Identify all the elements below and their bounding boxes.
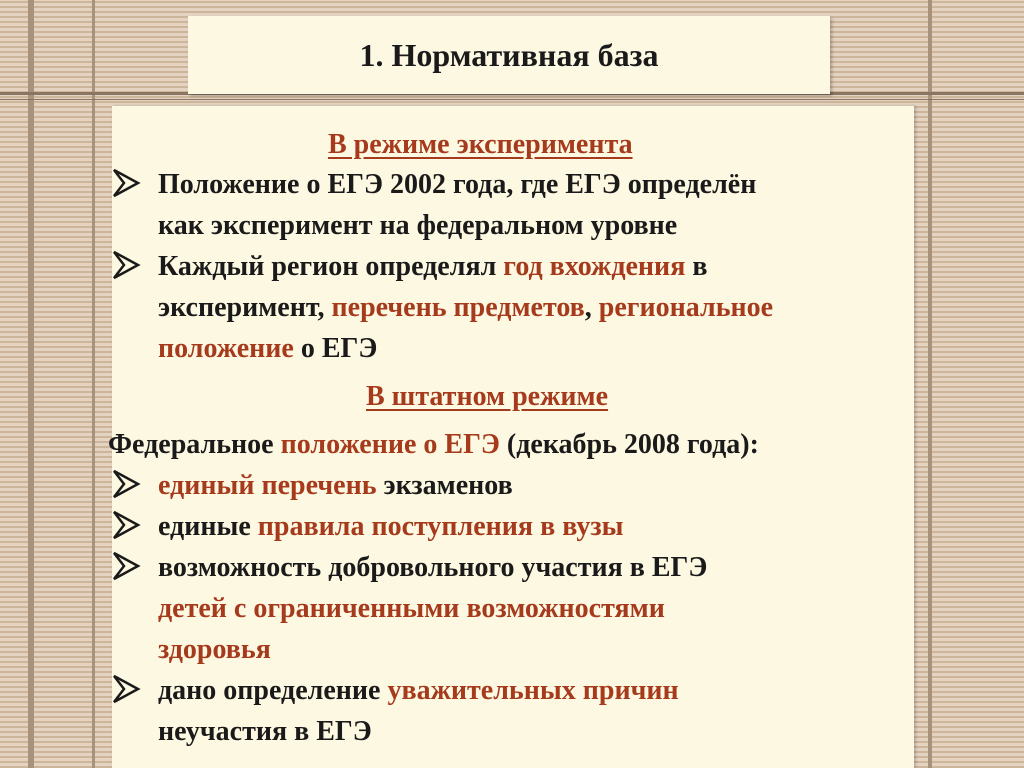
highlight-text: здоровья: [158, 634, 271, 665]
content-panel: [108, 106, 914, 768]
arrowhead-bullet-icon: [112, 509, 152, 541]
arrowhead-bullet-icon: [112, 167, 152, 199]
bullet-text-line: [158, 287, 773, 328]
highlight-text: региональное: [598, 292, 774, 323]
highlight-text: правила поступления в вузы: [257, 511, 624, 542]
highlight-text: уважительных причин: [387, 675, 679, 706]
text-run: ,: [584, 292, 599, 323]
bullet-text-line: как эксперимент на федеральном уровне: [158, 210, 678, 241]
text-run: (декабрь 2008 года):: [499, 429, 759, 460]
text-run: в: [685, 251, 708, 282]
bullet-text-line: Положение о ЕГЭ 2002 года, где ЕГЭ определён: [158, 169, 757, 200]
text-run: Каждый регион определял: [158, 251, 504, 282]
arrowhead-bullet-icon: [112, 550, 152, 582]
decorative-left-bar-2: [92, 0, 95, 768]
bullet-text-line: [158, 670, 679, 711]
decorative-right-bar: [928, 0, 932, 768]
intro-line: [108, 424, 759, 465]
highlight-text: положение о ЕГЭ: [280, 429, 500, 460]
text-run: эксперимент,: [158, 292, 332, 323]
bullet-text-line: [158, 506, 623, 547]
text-run: единые: [158, 511, 258, 542]
section-regular-heading: В штатном режиме: [366, 381, 609, 412]
highlight-text: год вхождения: [503, 251, 686, 282]
highlight-text: положение: [158, 333, 294, 364]
bullet-text-line: [158, 246, 707, 287]
arrowhead-bullet-icon: [112, 468, 152, 500]
highlight-text: перечень предметов: [331, 292, 585, 323]
text-run: о ЕГЭ: [293, 333, 378, 364]
slide-title: 1. Нормативная база: [359, 36, 659, 73]
highlight-text: детей с ограниченными возможностями: [158, 593, 665, 624]
decorative-top-line-2: [0, 99, 1024, 100]
bullet-text-line: [158, 465, 513, 506]
title-box: [188, 16, 830, 94]
text-run: экзаменов: [376, 470, 513, 501]
text-run: Федеральное: [108, 429, 281, 460]
decorative-left-bar: [28, 0, 34, 768]
highlight-text: единый перечень: [158, 470, 377, 501]
section-experiment-heading: В режиме эксперимента: [328, 129, 633, 160]
text-run: дано определение: [158, 675, 388, 706]
bullet-text-line: неучастия в ЕГЭ: [158, 716, 372, 747]
bullet-text-line: возможность добровольного участия в ЕГЭ: [158, 552, 708, 583]
bullet-text-line: [158, 328, 377, 369]
arrowhead-bullet-icon: [112, 673, 152, 705]
arrowhead-bullet-icon: [112, 249, 152, 281]
